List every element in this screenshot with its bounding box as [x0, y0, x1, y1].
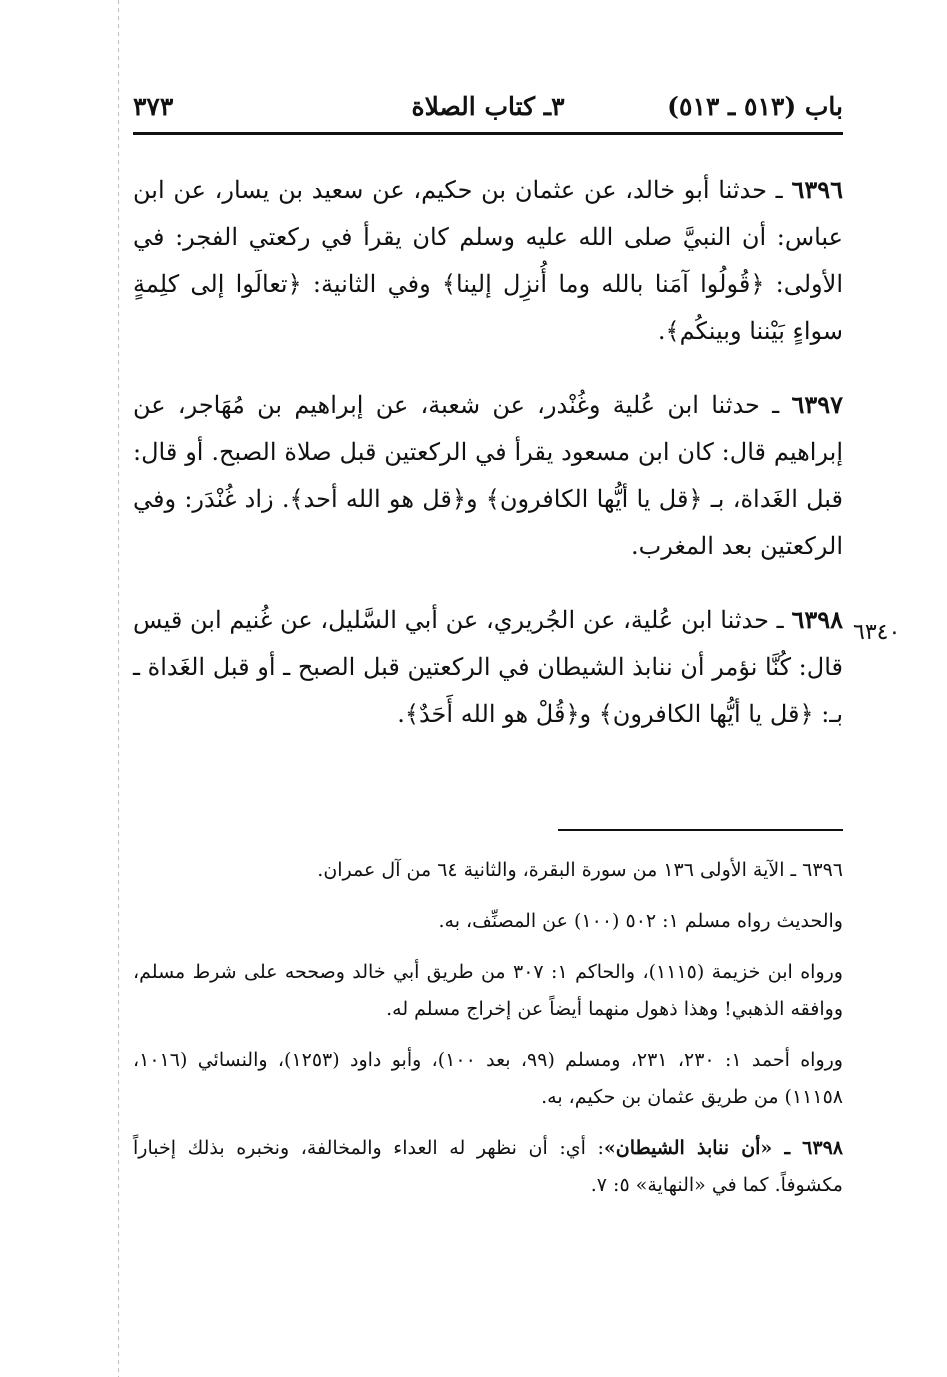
footnote-text: ـ الآية الأولى ١٣٦ من سورة البقرة، والثانية ٦٤ من آل عمران. — [317, 859, 797, 881]
footnote-item — [133, 954, 843, 1028]
chapter-range: باب (٥١٣ ـ ٥١٣) — [667, 92, 843, 121]
footnote-lead: ٦٣٩٦ — [802, 859, 843, 881]
footnote-item — [133, 903, 843, 940]
hadith-paragraph — [133, 381, 843, 570]
hadith-number: ٦٣٩٨ — [791, 605, 843, 634]
hadith-number: ٦٣٩٦ — [791, 175, 843, 204]
hadith-text: ـ حدثنا أبو خالد، عن عثمان بن حكيم، عن سعيد بن يسار، عن ابن عباس: أن النبيَّ صلى الله عليه وسلم كان يقرأ في ركعتي الفجر: في الأولى: ﴿قُولُوا آمَنا بالله وما أُنزِل إلينا﴾ وفي الثانية: ﴿تعالَوا إلى كلِمةٍ سواءٍ بَيْننا وبينكُم﴾. — [133, 176, 843, 345]
footnote-rule — [558, 829, 843, 831]
footnotes — [133, 852, 843, 1218]
footnote-item — [133, 852, 843, 889]
footnote-item — [133, 1130, 843, 1204]
page-header — [133, 86, 843, 134]
footnote-item — [133, 1042, 843, 1116]
header-rule — [133, 132, 843, 135]
hadith-number: ٦٣٩٧ — [791, 390, 843, 419]
footnote-text: والحديث رواه مسلم ١: ٥٠٢ (١٠٠) عن المصنِّف، به. — [438, 910, 843, 932]
scan-edge-line — [118, 0, 119, 1377]
hadith-text: ـ حدثنا ابن عُلية وغُنْدر، عن شعبة، عن إبراهيم بن مُهَاجر، عن إبراهيم قال: كان ابن مسعود يقرأ في الركعتين قبل صلاة الصبح. أو قال: قبل الغَداة، بـ ﴿قل يا أيُّها الكافرون﴾ و﴿قل هو الله أحد﴾. زاد غُنْدَر: وفي الركعتين بعد المغرب. — [133, 391, 843, 560]
margin-number: ٦٣٤٠ — [853, 620, 901, 645]
footnote-lead: ٦٣٩٨ ـ «أن ننابذ الشيطان» — [603, 1137, 843, 1159]
book-title: ٣ـ كتاب الصلاة — [411, 92, 565, 121]
footnote-text: : أي: أن نظهر له العداء والمخالفة، ونخبره بذلك إخباراً مكشوفاً. كما في «النهاية» ٥: ٧. — [133, 1137, 843, 1196]
hadith-paragraph — [133, 166, 843, 355]
footnote-text: ورواه ابن خزيمة (١١١٥)، والحاكم ١: ٣٠٧ من طريق أبي خالد وصححه على شرط مسلم، ووافقه الذهبي! وهذا ذهول منهما أيضاً عن إخراج مسلم له. — [133, 961, 843, 1020]
hadith-text: ـ حدثنا ابن عُلية، عن الجُريري، عن أبي السَّليل، عن غُنيم ابن قيس قال: كُنَّا نؤمر أن ننابذ الشيطان في الركعتين قبل الصبح ـ أو قبل الغَداة ـ بـ: ﴿قل يا أيُّها الكافرون﴾ و﴿قُلْ هو الله أَحَدٌ﴾. — [133, 606, 843, 728]
page-number: ٣٧٣ — [133, 92, 174, 121]
footnote-text: ورواه أحمد ١: ٢٣٠، ٢٣١، ومسلم (٩٩، بعد ١٠٠)، وأبو داود (١٢٥٣)، والنسائي (١٠١٦، ١١١٥٨) من طريق عثمان بن حكيم، به. — [133, 1049, 843, 1108]
main-text — [133, 166, 843, 764]
hadith-paragraph — [133, 596, 843, 738]
